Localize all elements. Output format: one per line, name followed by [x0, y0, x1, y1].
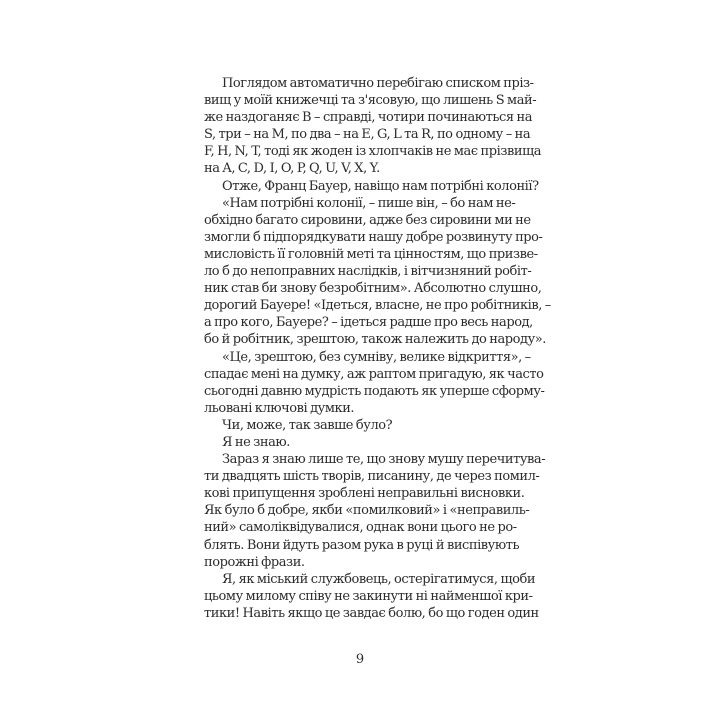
text-line: же наздоганяє B – справді, чотири починаються на [204, 110, 533, 126]
text-line: Як було б добре, якби «помилковий» і «неправиль- [204, 503, 530, 519]
text-line: S, три – на M, по два – на E, G, L та R, по одному – на [204, 127, 531, 143]
body-text [204, 75, 551, 622]
text-line: дорогий Бауере! «Ідеться, власне, не про робітників, – [204, 298, 551, 314]
text-line: ний» самоліквідувалися, однак вони цього не ро- [204, 520, 517, 536]
text-line: F, H, N, T, тоді як жоден із хлопчаків не має прізвища [204, 144, 542, 160]
text-line: бо й робітник, зрештою, також належить до народу». [204, 332, 546, 348]
text-line: Отже, Франц Бауер, навіщо нам потрібні колонії? [222, 178, 539, 194]
text-line: порожні фрази. [204, 554, 305, 570]
text-line: Чи, може, так завше було? [222, 417, 393, 433]
text-line: мисловість її головній меті та цінностям, що призве- [204, 246, 538, 262]
text-line: льовані ключові думки. [204, 400, 355, 416]
text-line: блять. Вони йдуть разом рука в руці й виспівують [204, 537, 520, 553]
text-line: кові припущення зроблені неправильні висновки. [204, 486, 525, 502]
text-line: цьому милому співу не закинути ні найменшої кри- [204, 588, 533, 604]
text-line: «Це, зрештою, без сумніву, велике відкриття», – [222, 349, 531, 365]
page-number: 9 [355, 652, 365, 667]
text-line: на A, C, D, I, O, P, Q, U, V, X, Y. [204, 161, 380, 177]
text-line: Зараз я знаю лише те, що знову мушу перечитува- [222, 452, 546, 468]
text-line: ник став би знову безробітним». Абсолютно слушно, [204, 281, 542, 297]
text-line: Я, як міський службовець, остерігатимуся, щоби [222, 571, 536, 587]
text-line: «Нам потрібні колонії, – пише він, – бо нам не- [222, 195, 516, 211]
text-line: спадає мені на думку, аж раптом пригадую, як часто [204, 366, 544, 382]
text-line: обхідно багато сировини, адже без сировини ми не [204, 212, 531, 228]
text-line: Поглядом автоматично перебігаю списком пріз- [222, 76, 534, 91]
text-line: Я не знаю. [222, 434, 290, 450]
text-line: тики! Навіть якщо це завдає болю, бо що годен один [204, 605, 539, 621]
text-line: а про кого, Бауере? – ідеться радше про весь народ, [204, 315, 533, 331]
text-line: сьогодні давню мудрість подають як уперше сформу- [204, 383, 545, 399]
text-line: змогли б підпорядкувати нашу добре розвинуту про- [204, 229, 543, 245]
text-line: ти двадцять шість творів, писанину, де через помил- [204, 469, 540, 485]
text-line: ло б до непоправних наслідків, і вітчизняний робіт- [204, 264, 532, 280]
text-line: вищ у моїй книжечці та з'ясовую, що лишень S май- [204, 93, 537, 109]
